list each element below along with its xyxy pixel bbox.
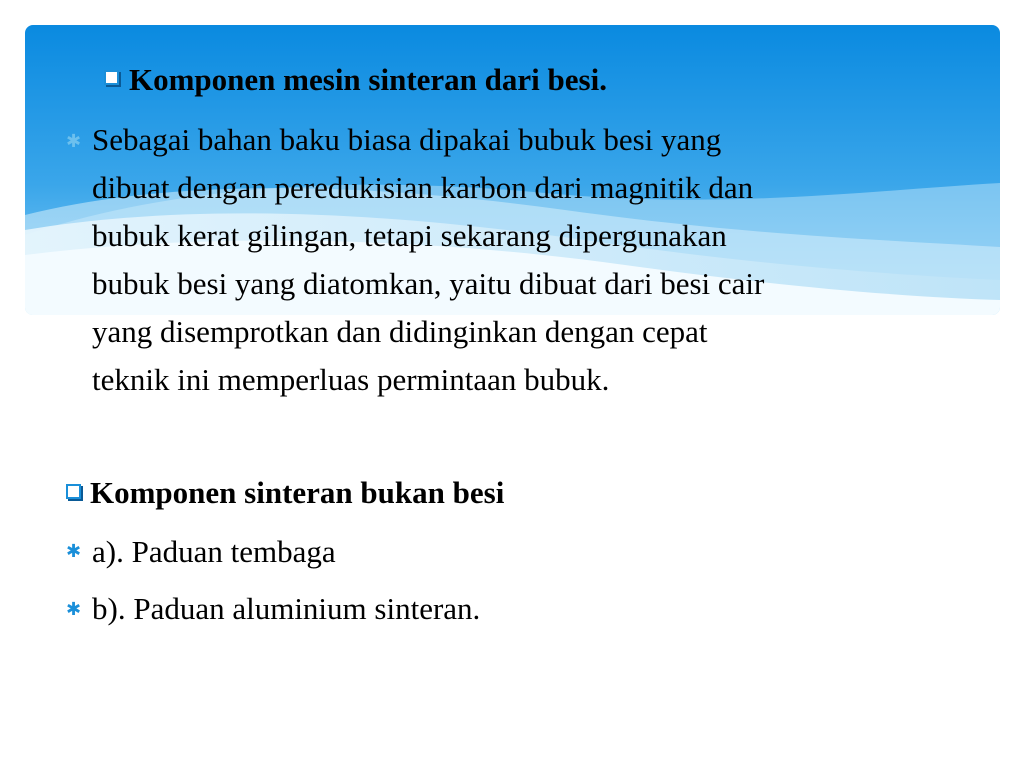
checkbox-bullet-icon [104, 70, 119, 85]
star-bullet-icon: ✱ [66, 599, 82, 620]
section1-paragraph-line: yang disemprotkan dan didinginkan dengan cepat [92, 314, 708, 349]
section1-paragraph-line: bubuk kerat gilingan, tetapi sekarang dipergunakan [92, 218, 727, 253]
section1-paragraph-line: Sebagai bahan baku biasa dipakai bubuk besi yang [92, 122, 722, 157]
star-bullet-icon: ✱ [66, 541, 82, 562]
section1-paragraph-line: dibuat dengan peredukisian karbon dari magnitik dan [92, 170, 754, 205]
star-bullet-icon: ✱ [66, 131, 82, 152]
section2-list-item: a). Paduan tembaga [92, 534, 336, 569]
checkbox-bullet-icon [66, 484, 81, 499]
section1-heading: Komponen mesin sinteran dari besi. [129, 62, 607, 97]
section2-heading: Komponen sinteran bukan besi [90, 475, 505, 510]
section1-paragraph-line: bubuk besi yang diatomkan, yaitu dibuat dari besi cair [92, 266, 765, 301]
section1-paragraph-line: teknik ini memperluas permintaan bubuk. [92, 362, 610, 397]
section2-list-item: b). Paduan aluminium sinteran. [92, 591, 481, 626]
